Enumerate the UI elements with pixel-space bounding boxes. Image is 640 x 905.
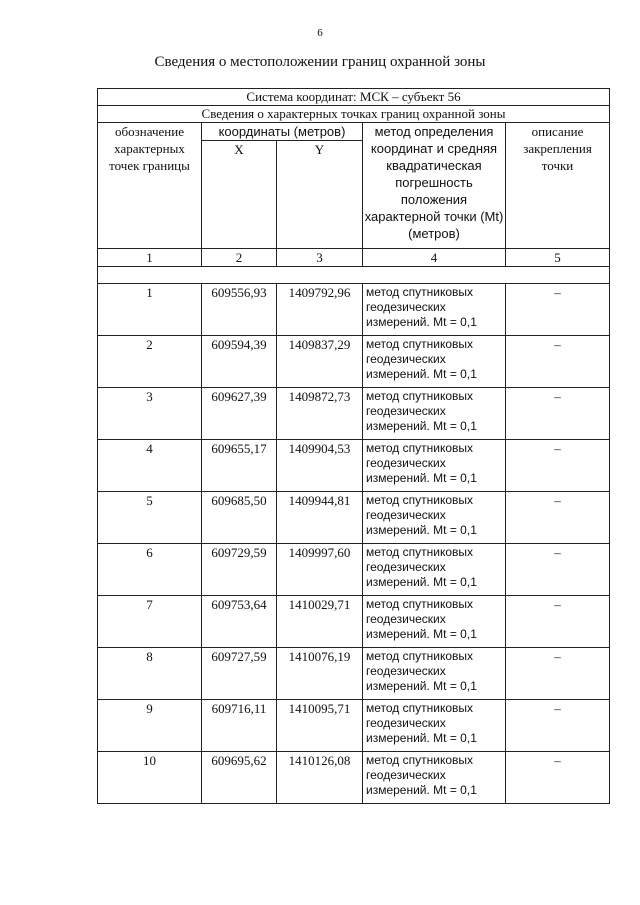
y-coordinate-cell: 1409872,73 bbox=[277, 388, 363, 440]
column-number: 5 bbox=[506, 249, 610, 267]
method-cell: метод спутниковых геодезических измерений. Mt = 0,1 bbox=[363, 752, 506, 804]
description-cell: – bbox=[506, 700, 610, 752]
description-cell: – bbox=[506, 440, 610, 492]
method-cell: метод спутниковых геодезических измерений. Mt = 0,1 bbox=[363, 596, 506, 648]
point-number-cell: 5 bbox=[98, 492, 202, 544]
point-number-cell: 4 bbox=[98, 440, 202, 492]
y-coordinate-cell: 1410126,08 bbox=[277, 752, 363, 804]
table-row bbox=[98, 388, 610, 440]
method-cell: метод спутниковых геодезических измерений. Mt = 0,1 bbox=[363, 700, 506, 752]
point-number-cell: 1 bbox=[98, 284, 202, 336]
y-coordinate-cell: 1409944,81 bbox=[277, 492, 363, 544]
table-row bbox=[98, 284, 610, 336]
table-row bbox=[98, 648, 610, 700]
x-coordinate-cell: 609729,59 bbox=[202, 544, 277, 596]
y-coordinate-cell: 1409837,29 bbox=[277, 336, 363, 388]
y-coordinate-cell: 1409792,96 bbox=[277, 284, 363, 336]
point-number-cell: 3 bbox=[98, 388, 202, 440]
points-info-row: Сведения о характерных точках границ охранной зоны bbox=[98, 106, 610, 123]
column-number: 1 bbox=[98, 249, 202, 267]
point-number-cell: 10 bbox=[98, 752, 202, 804]
description-cell: – bbox=[506, 388, 610, 440]
point-number-cell: 2 bbox=[98, 336, 202, 388]
method-cell: метод спутниковых геодезических измерений. Mt = 0,1 bbox=[363, 284, 506, 336]
y-coordinate-cell: 1410076,19 bbox=[277, 648, 363, 700]
method-cell: метод спутниковых геодезических измерений. Mt = 0,1 bbox=[363, 388, 506, 440]
point-number-cell: 8 bbox=[98, 648, 202, 700]
point-number-cell: 9 bbox=[98, 700, 202, 752]
x-coordinate-cell: 609716,11 bbox=[202, 700, 277, 752]
header-x: X bbox=[202, 141, 277, 249]
description-cell: – bbox=[506, 336, 610, 388]
header-method: метод определения координат и средняя квадратическая погрешность положения характерной точки (Mt) (метров) bbox=[363, 123, 506, 249]
boundary-points-table bbox=[97, 88, 610, 804]
description-cell: – bbox=[506, 284, 610, 336]
x-coordinate-cell: 609753,64 bbox=[202, 596, 277, 648]
column-number: 3 bbox=[277, 249, 363, 267]
y-coordinate-cell: 1409997,60 bbox=[277, 544, 363, 596]
table-row bbox=[98, 544, 610, 596]
empty-row bbox=[98, 267, 610, 284]
description-cell: – bbox=[506, 492, 610, 544]
point-number-cell: 7 bbox=[98, 596, 202, 648]
x-coordinate-cell: 609685,50 bbox=[202, 492, 277, 544]
method-cell: метод спутниковых геодезических измерений. Mt = 0,1 bbox=[363, 544, 506, 596]
description-cell: – bbox=[506, 752, 610, 804]
x-coordinate-cell: 609627,39 bbox=[202, 388, 277, 440]
description-cell: – bbox=[506, 596, 610, 648]
x-coordinate-cell: 609594,39 bbox=[202, 336, 277, 388]
method-cell: метод спутниковых геодезических измерений. Mt = 0,1 bbox=[363, 440, 506, 492]
header-coordinates: координаты (метров) bbox=[202, 123, 363, 141]
column-number: 2 bbox=[202, 249, 277, 267]
header-y: Y bbox=[277, 141, 363, 249]
y-coordinate-cell: 1410029,71 bbox=[277, 596, 363, 648]
y-coordinate-cell: 1410095,71 bbox=[277, 700, 363, 752]
table-row bbox=[98, 492, 610, 544]
header-description: описание закрепления точки bbox=[506, 123, 610, 249]
table-row bbox=[98, 700, 610, 752]
table-row bbox=[98, 596, 610, 648]
point-number-cell: 6 bbox=[98, 544, 202, 596]
x-coordinate-cell: 609655,17 bbox=[202, 440, 277, 492]
table-row bbox=[98, 336, 610, 388]
description-cell: – bbox=[506, 648, 610, 700]
page-number: 6 bbox=[317, 27, 323, 39]
y-coordinate-cell: 1409904,53 bbox=[277, 440, 363, 492]
header-point-designation: обозначение характерных точек границы bbox=[98, 123, 202, 249]
coordinate-system-row: Система координат: МСК – субъект 56 bbox=[98, 89, 610, 106]
document-title: Сведения о местоположении границ охранной зоны bbox=[154, 54, 486, 70]
description-cell: – bbox=[506, 544, 610, 596]
x-coordinate-cell: 609556,93 bbox=[202, 284, 277, 336]
column-number: 4 bbox=[363, 249, 506, 267]
x-coordinate-cell: 609695,62 bbox=[202, 752, 277, 804]
method-cell: метод спутниковых геодезических измерений. Mt = 0,1 bbox=[363, 648, 506, 700]
method-cell: метод спутниковых геодезических измерений. Mt = 0,1 bbox=[363, 492, 506, 544]
method-cell: метод спутниковых геодезических измерений. Mt = 0,1 bbox=[363, 336, 506, 388]
table-row bbox=[98, 440, 610, 492]
x-coordinate-cell: 609727,59 bbox=[202, 648, 277, 700]
table-row bbox=[98, 752, 610, 804]
